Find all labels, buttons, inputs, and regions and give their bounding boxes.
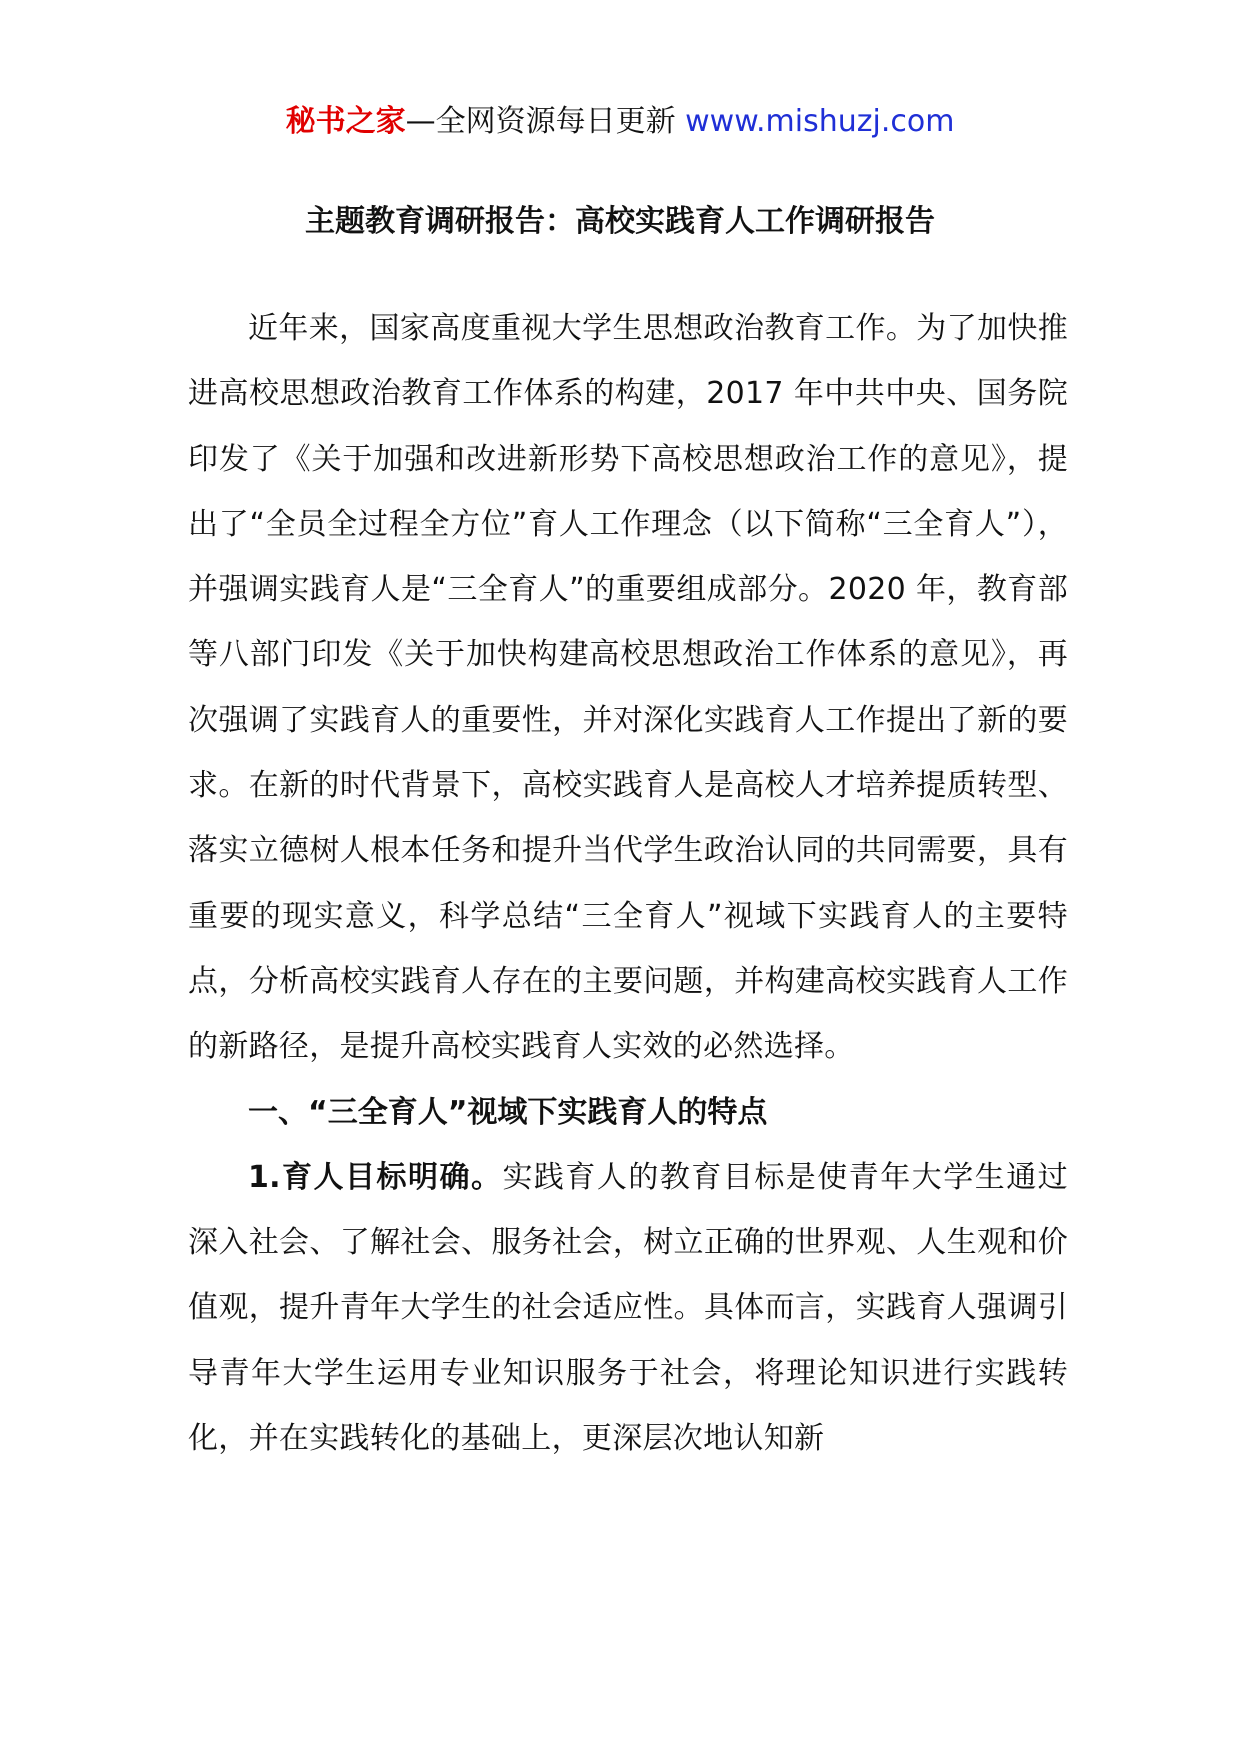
site-tagline: —全网资源每日更新 [405, 104, 676, 139]
intro-paragraph: 近年来，国家高度重视大学生思想政治教育工作。为了加快推进高校思想政治教育工作体系的构建，2017 年中共中央、国务院印发了《关于加强和改进新形势下高校思想政治工作的意见》，提出了“全员全过程全方位”育人工作理念（以下简称“三全育人”），并强调实践育人是“三全育人”的重要组成部分。2020 年，教育部等八部门印发《关于加快构建高校思想政治工作体系的意见》，再次强调了实践育人的重要性，并对深化实践育人工作提出了新的要求。在新的时代背景下，高校实践育人是高校人才培养提质转型、落实立德树人根本任务和提升当代学生政治认同的共同需要，具有重要的现实意义，科学总结“三全育人”视域下实践育人的主要特点，分析高校实践育人存在的主要问题，并构建高校实践育人工作的新路径，是提升高校实践育人实效的必然选择。 [188, 311, 1068, 1065]
site-brand: 秘书之家 [285, 104, 406, 139]
site-url-link[interactable]: www.mishuzj.com [685, 104, 955, 139]
site-header [0, 100, 1240, 144]
document-body [188, 296, 1068, 1471]
point-1-lead: 1.育人目标明确。 [248, 1159, 503, 1195]
point-1-text: 实践育人的教育目标是使青年大学生通过深入社会、了解社会、服务社会，树立正确的世界观、人生观和价值观，提升青年大学生的社会适应性。具体而言，实践育人强调引导青年大学生运用专业知识服务于社会，将理论知识进行实践转化，并在实践转化的基础上，更深层次地认知新 [188, 1159, 1068, 1457]
section-heading-1: 一、“三全育人”视域下实践育人的特点 [248, 1094, 768, 1130]
document-title: 主题教育调研报告：高校实践育人工作调研报告 [305, 204, 935, 239]
point-1-paragraph [188, 1145, 1068, 1471]
